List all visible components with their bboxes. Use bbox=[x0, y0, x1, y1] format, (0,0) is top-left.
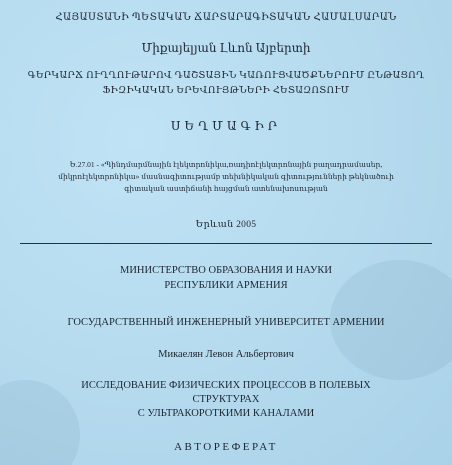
armenian-abstract-label: ՍԵՂՄԱԳԻՐ bbox=[170, 119, 282, 133]
armenian-city-year: Երևան 2005 bbox=[195, 220, 257, 230]
armenian-title-line-1: ԳԵՐԿԱՐՃ ՈՒՂՂՈՒԹԱՐՈՎ ԴԱՇՏԱՅԻՆ ԿԱՌՈՒՑՎԱԾՔՆԵՐՈՒՄ ԸՆԹԱՑՈՂ bbox=[27, 71, 425, 81]
armenian-title-line-2: ՖԻԶԻԿԱԿԱՆ ԵՐԵՎՈՒՅԹՆԵՐԻ ՀԵՏԱԶՈՏՈՒՄ bbox=[102, 86, 350, 96]
armenian-specialty-line-2: միկրոէլեկտրոնիկա» մասնագիտությամբ տեխնիկական գիտությունների թեկնածուի bbox=[58, 172, 394, 181]
armenian-university-heading: ՀԱՅԱՍՏԱՆԻ ՊԵՏԱԿԱՆ ՃԱՐՏԱՐԱԳԻՏԱԿԱՆ ՀԱՄԱԼՍԱՐԱՆ bbox=[55, 12, 397, 23]
russian-university-name: ГОСУДАРСТВЕННЫЙ ИНЖЕНЕРНЫЙ УНИВЕРСИТЕТ АРМЕНИИ bbox=[67, 317, 385, 328]
russian-ministry-line-2: РЕСПУБЛИКИ АРМЕНИЯ bbox=[164, 280, 288, 291]
armenian-specialty-line-1: Ե.27.01 - «Պինդմարմնային էլեկտրոնիկա,ռադիոէլեկտրոնային բաղադրամասեր, bbox=[69, 160, 383, 169]
russian-title-line-1: ИССЛЕДОВАНИЕ ФИЗИЧЕСКИХ ПРОЦЕССОВ В ПОЛЕВЫХ bbox=[81, 380, 371, 391]
russian-abstract-label: АВТОРЕФЕРАТ bbox=[174, 441, 278, 453]
section-divider bbox=[20, 243, 432, 244]
russian-ministry-line-1: МИНИСТЕРСТВО ОБРАЗОВАНИЯ И НАУКИ bbox=[120, 265, 332, 276]
russian-title-line-2: СТРУКТУРАХ bbox=[192, 394, 260, 405]
russian-author-name: Микаелян Левон Альбертович bbox=[158, 349, 294, 360]
russian-title-line-3: С УЛЬТРАКОРОТКИМИ КАНАЛАМИ bbox=[137, 408, 315, 419]
armenian-specialty-line-3: գիտական աստիճանի հայցման ատենախոսության bbox=[124, 184, 328, 193]
armenian-author-name: Միքայելյան Լևոն Այբերտի bbox=[141, 41, 311, 55]
